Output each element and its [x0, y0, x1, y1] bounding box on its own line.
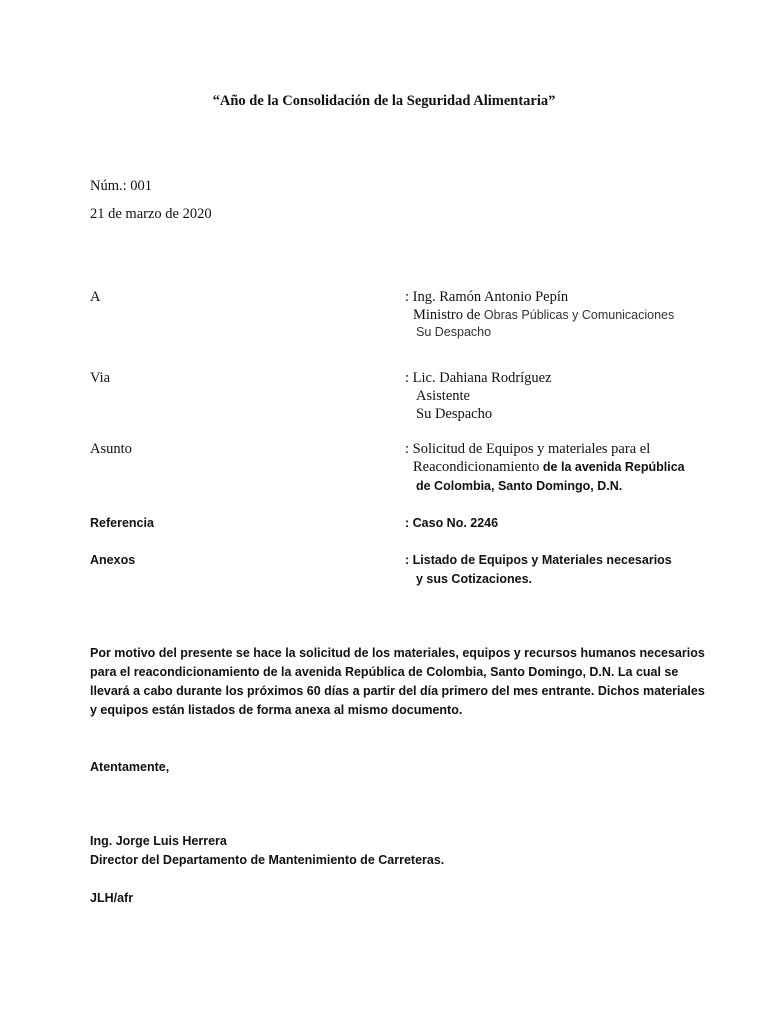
- via-position: Asistente: [416, 388, 470, 404]
- subject-label: Asunto: [90, 441, 132, 457]
- to-position-ministry: Obras Públicas y Comunicaciones: [483, 308, 675, 322]
- letter-closing: Atentamente,: [90, 760, 170, 774]
- reference-label: Referencia: [90, 516, 154, 530]
- signature-name: Ing. Jorge Luis Herrera: [90, 834, 227, 848]
- body-line: y equipos están listados de forma anexa al mismo documento.: [90, 703, 463, 717]
- body-line: llevará a cabo durante los próximos 60 días a partir del día primero del mes entrante. Dichos materiales: [90, 684, 705, 698]
- via-office: Su Despacho: [416, 406, 493, 422]
- via-name: : Lic. Dahiana Rodríguez: [405, 370, 552, 386]
- attachments-label: Anexos: [90, 553, 136, 567]
- subject-line3: de Colombia, Santo Domingo, D.N.: [416, 479, 623, 493]
- subject-line2-rest: de la avenida República: [539, 460, 685, 474]
- letter-motto: “Año de la Consolidación de la Seguridad Alimentaria”: [212, 93, 556, 109]
- subject-line1: : Solicitud de Equipos y materiales para el: [405, 441, 651, 457]
- letter-number: Núm.: 001: [90, 178, 153, 194]
- via-label: Via: [90, 370, 111, 386]
- signature-title: Director del Departamento de Mantenimiento de Carreteras.: [90, 853, 445, 867]
- body-line: Por motivo del presente se hace la solicitud de los materiales, equipos y recursos humanos necesarios: [90, 646, 705, 660]
- to-position-prefix: Ministro de: [413, 307, 484, 323]
- subject-line2-prefix: Reacondicionamiento: [413, 459, 540, 475]
- body-line: para el reacondicionamiento de la avenida República de Colombia, Santo Domingo, D.N. La cual se: [90, 665, 679, 679]
- to-label: A: [90, 289, 101, 305]
- attachments-line1: : Listado de Equipos y Materiales necesarios: [405, 553, 672, 567]
- to-position: [413, 306, 674, 324]
- subject-line2: [413, 458, 685, 476]
- to-name: : Ing. Ramón Antonio Pepín: [405, 289, 569, 305]
- reference-value: : Caso No. 2246: [405, 516, 499, 530]
- to-office: Su Despacho: [416, 325, 492, 339]
- letter-date: 21 de marzo de 2020: [90, 206, 212, 222]
- attachments-line2: y sus Cotizaciones.: [416, 572, 533, 586]
- letter-body: [90, 644, 705, 720]
- letter-initials: JLH/afr: [90, 891, 134, 905]
